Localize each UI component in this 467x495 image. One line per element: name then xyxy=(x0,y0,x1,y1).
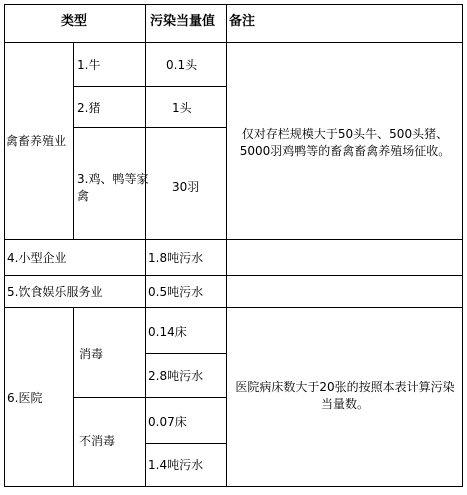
table-border-left xyxy=(4,4,5,487)
row-divider xyxy=(4,239,463,240)
table-border-right xyxy=(462,4,463,487)
hospital-note: 医院病床数大于20张的按照本表计算污染当量数。 xyxy=(235,380,455,411)
small-business-value: 1.8吨污水 xyxy=(148,251,204,265)
poultry-name-line2: 禽 xyxy=(77,189,90,203)
pig-value: 1头 xyxy=(172,101,192,115)
livestock-category: 禽畜养殖业 xyxy=(6,134,67,148)
header-type: 类型 xyxy=(61,14,88,29)
column-divider xyxy=(226,4,227,487)
small-business-name: 4.小型企业 xyxy=(7,251,67,265)
disinfect-value-beds: 0.14床 xyxy=(148,325,187,339)
row-divider xyxy=(73,127,226,128)
poultry-value: 30羽 xyxy=(172,180,200,194)
cattle-value: 0.1头 xyxy=(166,58,198,72)
row-divider xyxy=(4,275,463,276)
row-divider xyxy=(73,397,226,398)
poultry-name-line1: 3.鸡、鸭等家 xyxy=(77,172,149,186)
pig-name: 2.猪 xyxy=(77,101,101,115)
row-divider xyxy=(145,443,226,444)
column-divider xyxy=(73,307,74,487)
column-divider xyxy=(73,42,74,239)
row-divider xyxy=(145,353,226,354)
row-divider xyxy=(73,86,226,87)
catering-value: 0.5吨污水 xyxy=(148,285,204,299)
no-disinfect-label: 不消毒 xyxy=(79,434,116,448)
disinfect-value-water: 2.8吨污水 xyxy=(148,369,204,383)
catering-name: 5.饮食娱乐服务业 xyxy=(7,285,103,299)
table-border-top xyxy=(4,4,463,5)
livestock-note: 仅对存栏规模大于50头牛、500头猪、5000羽鸡鸭等的畜禽畜禽养殖场征收。 xyxy=(239,127,451,158)
disinfect-label: 消毒 xyxy=(79,347,104,361)
no-disinfect-value-beds: 0.07床 xyxy=(148,415,187,429)
header-note: 备注 xyxy=(229,14,256,29)
no-disinfect-value-water: 1.4吨污水 xyxy=(148,458,204,472)
hospital-category: 6.医院 xyxy=(7,391,43,405)
cattle-name: 1.牛 xyxy=(77,58,101,72)
column-divider xyxy=(145,4,146,487)
header-value: 污染当量值 xyxy=(150,14,216,29)
